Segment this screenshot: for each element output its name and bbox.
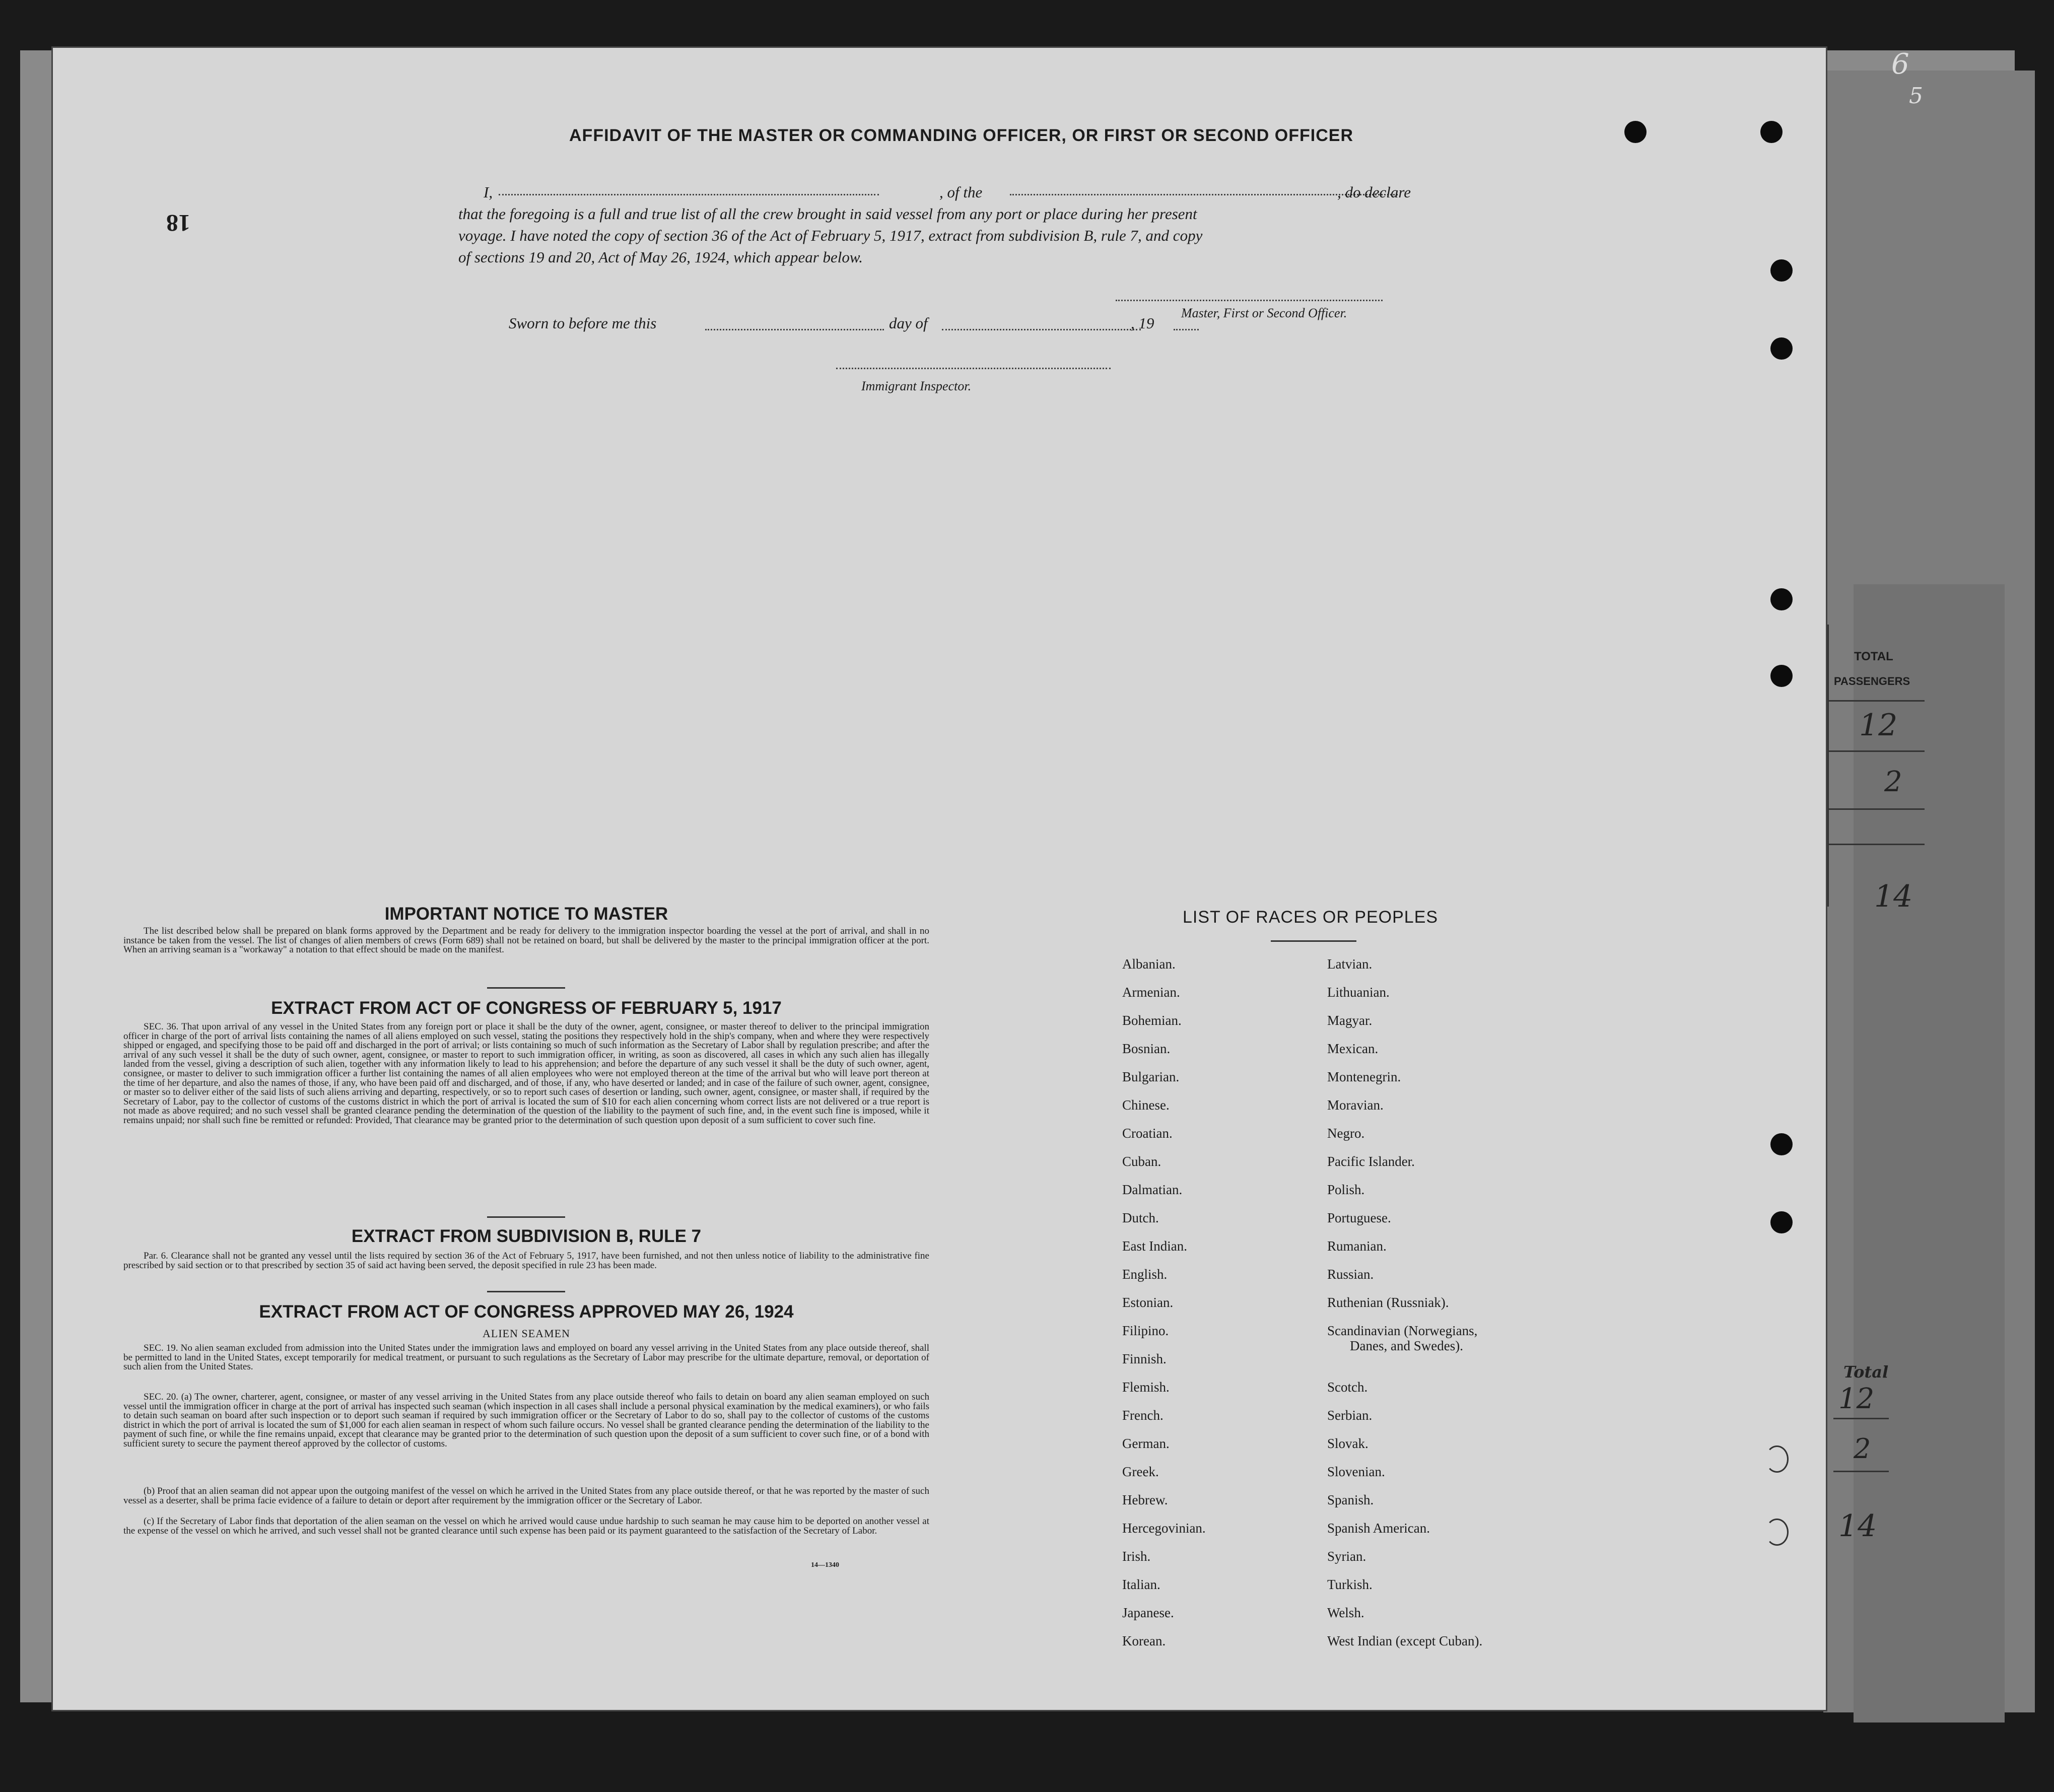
punch-hole <box>1770 1133 1793 1155</box>
total-value: 14 <box>1838 1508 1877 1544</box>
race-item: Slovak. <box>1327 1436 1368 1451</box>
punch-hole <box>1765 1445 1789 1473</box>
race-item: Slovenian. <box>1327 1464 1385 1479</box>
race-item: Armenian. <box>1122 985 1180 1000</box>
extract-1924-subtitle: ALIEN SEAMEN <box>483 1327 570 1340</box>
race-item: Mexican. <box>1327 1041 1379 1056</box>
race-item: Filipino. <box>1122 1323 1169 1338</box>
race-item: Croatian. <box>1122 1126 1173 1141</box>
form-number: 14—1340 <box>811 1561 839 1569</box>
year-prefix: , 19 <box>1131 314 1154 332</box>
tally-value: 12 <box>1859 708 1898 743</box>
extract-rule7-title: EXTRACT FROM SUBDIVISION B, RULE 7 <box>351 1226 702 1246</box>
race-item: Rumanian. <box>1327 1238 1387 1254</box>
races-divider <box>1271 940 1356 942</box>
race-item: Syrian. <box>1327 1549 1366 1564</box>
extract-1917-body: SEC. 36. That upon arrival of any vessel in the United States from any foreign port or place it shall be the duty of the owner, agent, consignee, or master thereof to deliver to the principal immigration officer in charge of the port of arrival lists containing the names of all aliens employed on such vessel, stating the positions they respectively hold in the ship's company, when and where they were respectively shipped or engaged, and specifying those to be paid off and discharged in the port of arrival; or lists containing so much of such information as the Secretary of Labor shall by regulation prescribe; and after the arrival of any such vessel it shall be the duty of such owner, agent, consignee, or master to report to such immigration officer, in writing, as soon as discovered, all cases in which any such alien has illegally landed from the vessel, giving a description of such alien, together with any information likely to lead to his apprehension; and before the departure of any such vessel it shall be the duty of such owner, agent, consignee, or master to deliver to such immigration officer a further list containing the names of all alien employees who were not employed thereon at the time of the arrival but who will leave port thereon at the time of her departure, and also the names of those, if any, who have been paid off and discharged, and of those, if any, who have deserted or landed; and in case of the failure of such owner, agent, consignee, or master so to deliver either of the said lists of such aliens arriving and departing, respectively, or so to report such cases of desertion or landing, such owner, agent, consignee, or master shall, if required by the Secretary of Labor, pay to the collector of customs of the customs district in which the port of arrival is located the sum of $10 for each alien concerning whom correct lists are not delivered or a true report is not made as above required; and no such vessel shall be granted clearance pending the determination of the question of the liability to the payment of such fine, and, in the event such fine is imposed, while it remains unpaid; nor shall such fine be remitted or refunded: Provided, That clearance may be granted prior to the determination of such question upon deposit of a sum sufficient to cover such fine. <box>123 1021 929 1126</box>
master-signature-line <box>1116 300 1383 301</box>
extract-1917-title: EXTRACT FROM ACT OF CONGRESS OF FEBRUARY 5, 1917 <box>271 998 782 1018</box>
race-item: Lithuanian. <box>1327 985 1390 1000</box>
race-item: West Indian (except Cuban). <box>1327 1633 1483 1648</box>
race-item: Bosnian. <box>1122 1041 1171 1056</box>
margin-number: 18 <box>166 210 190 236</box>
affidavit-line: of sections 19 and 20, Act of May 26, 1924, which appear below. <box>458 248 863 266</box>
master-caption: Master, First or Second Officer. <box>1181 306 1347 320</box>
section-20b-body: (b) Proof that an alien seaman did not appear upon the outgoing manifest of the vessel on which he arrived in the United States from any place outside thereof, or that he was reported by the master of such vessel as a deserter, shall be prima facie evidence of a failure to detain or deport after requirement by the immigration officer or the Secretary of Labor. <box>123 1486 929 1506</box>
total-passengers-tally <box>1827 625 1926 914</box>
section-20a-body: SEC. 20. (a) The owner, charterer, agent, consignee, or master of any vessel arriving in the United States from any place outside thereof who fails to detain on board any alien seaman employed on such vessel until the immigration officer in charge at the port of arrival has inspected such seaman (which inspection in all cases shall include a personal physical examination by the medical examiners), or who fails to detain such seaman on board after such inspection or to deport such seaman if required by such immigration officer or the Secretary of Labor to do so, shall pay to the collector of customs of the customs district in which the port of arrival is located the sum of $1,000 for each alien seaman in respect of whom such failure occurs. No vessel shall be granted clearance pending the determination of the liability to the payment of such fine, or while the fine remains unpaid, except that clearance may be granted prior to the determination of such question upon the deposit of a sum sufficient to cover such fine, or of a bond with sufficient surety to secure the payment thereof approved by the collector of customs. <box>123 1392 929 1449</box>
total-rule <box>1833 1471 1889 1472</box>
race-item: Negro. <box>1327 1126 1365 1141</box>
inspector-caption: Immigrant Inspector. <box>861 379 972 393</box>
corner-mark: 5 <box>1909 83 1923 109</box>
race-item: Spanish. <box>1327 1492 1374 1507</box>
tally-rule <box>1829 844 1925 845</box>
tally-value: 2 <box>1884 766 1902 798</box>
race-item: Scotch. <box>1327 1380 1368 1395</box>
race-item: German. <box>1122 1436 1170 1451</box>
race-item: Spanish American. <box>1327 1521 1430 1536</box>
total-value: 2 <box>1854 1433 1871 1465</box>
race-item: Magyar. <box>1327 1013 1373 1028</box>
punch-hole <box>1770 337 1793 360</box>
section-divider <box>487 1216 565 1218</box>
notice-title: IMPORTANT NOTICE TO MASTER <box>384 904 668 924</box>
month-blank <box>942 329 1141 330</box>
races-title: LIST OF RACES OR PEOPLES <box>1183 908 1439 927</box>
race-item: Montenegrin. <box>1327 1069 1401 1084</box>
tally-header-total: TOTAL <box>1854 650 1893 663</box>
punch-hole <box>1765 1519 1789 1546</box>
notice-body: The list described below shall be prepared on blank forms approved by the Department and be ready for delivery to the immigration inspector boarding the vessel at the port of arrival, and shall in no instance be taken from the vessel. The list of changes of alien members of crews (Form 689) shall not be retained on board, but shall be delivered by the master to the principal immigration officer at the port. When an arriving seaman is a "workaway" a notation to that effect should be made on the manifest. <box>123 926 929 955</box>
section-divider <box>487 987 565 989</box>
race-item: Bulgarian. <box>1122 1069 1180 1084</box>
punch-hole <box>1624 121 1647 143</box>
race-item: Scandinavian (Norwegians, <box>1327 1323 1478 1338</box>
race-item: Serbian. <box>1327 1408 1373 1423</box>
affidavit-of-the: , of the <box>939 183 983 201</box>
punch-hole <box>1770 665 1793 687</box>
race-item: Dalmatian. <box>1122 1182 1183 1197</box>
extract-1924-title: EXTRACT FROM ACT OF CONGRESS APPROVED MAY 26, 1924 <box>259 1302 794 1322</box>
race-item: Hercegovinian. <box>1122 1521 1206 1536</box>
affidavit-i: I, <box>484 183 493 201</box>
race-item: Hebrew. <box>1122 1492 1168 1507</box>
affidavit-page <box>53 48 1826 1710</box>
race-item: Polish. <box>1327 1182 1365 1197</box>
affidavit-line: that the foregoing is a full and true list of all the crew brought in said vessel from any port or place during her present <box>458 205 1197 223</box>
punch-hole <box>1760 121 1783 143</box>
total-value: 12 <box>1838 1383 1875 1415</box>
race-item: English. <box>1122 1267 1168 1282</box>
race-item: Estonian. <box>1122 1295 1174 1310</box>
year-blank <box>1174 329 1199 330</box>
tally-rule <box>1829 750 1925 752</box>
race-item: Albanian. <box>1122 956 1176 972</box>
race-item: Korean. <box>1122 1633 1166 1648</box>
race-item: Cuban. <box>1122 1154 1161 1169</box>
race-item: Pacific Islander. <box>1327 1154 1415 1169</box>
race-item: Irish. <box>1122 1549 1151 1564</box>
race-item: Dutch. <box>1122 1210 1159 1225</box>
punch-hole <box>1770 259 1793 282</box>
race-item: Greek. <box>1122 1464 1159 1479</box>
tally-rule <box>1829 700 1925 702</box>
name-blank <box>499 194 879 195</box>
race-item: Russian. <box>1327 1267 1374 1282</box>
section-20c-body: (c) If the Secretary of Labor finds that deportation of the alien seaman on the vessel on which he arrived would cause undue hardship to such seaman he may cause him to be deported on another vessel at the expense of the vessel on which he arrived, and such vessel shall not be granted clearance until such expense has been paid or its payment guaranteed to the satisfaction of the Secretary of Labor. <box>123 1516 929 1536</box>
race-item: Portuguese. <box>1327 1210 1391 1225</box>
punch-hole <box>1770 1211 1793 1233</box>
affidavit-title: AFFIDAVIT OF THE MASTER OR COMMANDING OFFICER, OR FIRST OR SECOND OFFICER <box>569 126 1353 145</box>
sworn-text: Sworn to before me this <box>509 314 657 332</box>
affidavit-line: voyage. I have noted the copy of section 36 of the Act of February 5, 1917, extract from subdivision B, rule 7, and copy <box>458 227 1203 244</box>
section-19-body: SEC. 19. No alien seaman excluded from admission into the United States under the immigration laws and employed on board any vessel arriving in the United States from any place outside thereof, shall be permitted to land in the United States, except temporarily for medical treatment, or pursuant to such regulations as the Secretary of Labor may prescribe for the ultimate departure, removal, or deportation of such alien from the United States. <box>123 1343 929 1372</box>
tally-header-passengers: PASSENGERS <box>1834 675 1910 687</box>
extract-rule7-body: Par. 6. Clearance shall not be granted any vessel until the lists required by section 36 of the Act of February 5, 1917, have been furnished, and not then unless notice of liability to the administrative fine prescribed by said section or to that prescribed by section 35 of said act having been served, the deposit specified in rule 23 has been made. <box>123 1251 929 1271</box>
tally-rule <box>1829 808 1925 810</box>
punch-hole <box>1770 588 1793 610</box>
tally-value: 14 <box>1874 879 1913 914</box>
race-item: East Indian. <box>1122 1238 1187 1254</box>
race-item: French. <box>1122 1408 1163 1423</box>
race-item: Latvian. <box>1327 956 1373 972</box>
race-item: Moravian. <box>1327 1097 1384 1113</box>
day-blank <box>705 329 884 330</box>
total-label: Total <box>1843 1362 1889 1382</box>
section-divider <box>487 1291 565 1292</box>
race-item: Flemish. <box>1122 1380 1170 1395</box>
race-item: Finnish. <box>1122 1351 1167 1366</box>
total-rule <box>1833 1418 1889 1419</box>
race-item: Ruthenian (Russniak). <box>1327 1295 1449 1310</box>
race-item: Japanese. <box>1122 1605 1174 1620</box>
inspector-signature-line <box>836 368 1111 369</box>
affidavit-do-declare: , do declare <box>1337 183 1411 201</box>
race-item: Chinese. <box>1122 1097 1170 1113</box>
race-item: Turkish. <box>1327 1577 1373 1592</box>
race-item: Bohemian. <box>1122 1013 1182 1028</box>
race-item: Welsh. <box>1327 1605 1364 1620</box>
corner-mark: 6 <box>1891 48 1909 81</box>
race-item: Italian. <box>1122 1577 1160 1592</box>
race-item: Danes, and Swedes). <box>1350 1338 1463 1353</box>
day-of-text: day of <box>889 314 928 332</box>
